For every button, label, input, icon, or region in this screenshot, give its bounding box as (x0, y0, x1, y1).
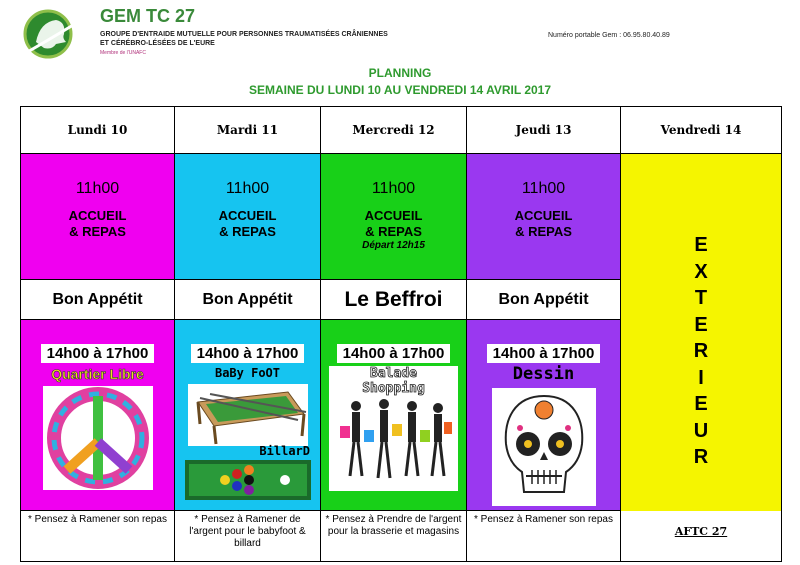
morning-activity: ACCUEIL & REPAS (218, 208, 277, 239)
note: * Pensez à Ramener son repas (21, 511, 174, 561)
lunch-label: Bon Appétit (52, 290, 143, 308)
lunch-block (21, 280, 174, 320)
billiard-image (185, 460, 311, 500)
lunch-block (467, 280, 620, 320)
departure-time: Départ 12h15 (362, 240, 425, 251)
org-description (100, 30, 460, 48)
activity-label: Dessin (512, 364, 575, 384)
afternoon-time: 14h00 à 17h00 (487, 344, 601, 363)
afternoon-block (467, 320, 620, 511)
morning-block (321, 154, 466, 280)
afternoon-time: 14h00 à 17h00 (337, 344, 451, 363)
afternoon-block (321, 320, 466, 511)
note (621, 511, 781, 561)
column-wednesday (321, 107, 467, 561)
skull-drawing-image (492, 388, 596, 506)
outside-label: E X T E R I E U R (693, 234, 709, 468)
column-friday (621, 107, 781, 561)
activity-label: BaBy FoOT (214, 366, 281, 380)
morning-time: 11h00 (75, 180, 120, 197)
day-header: Lundi 10 (21, 107, 174, 154)
morning-activity: ACCUEIL & REPAS (68, 208, 127, 239)
activity-label-2: BillarD (259, 444, 310, 458)
morning-block (467, 154, 620, 280)
phone-number: Numéro portable Gem : 06.95.80.40.89 (548, 32, 670, 39)
outside-block (621, 154, 781, 512)
babyfoot-image (188, 384, 308, 446)
afternoon-block (21, 320, 174, 511)
shoppers-icon (334, 396, 454, 482)
shopping-image (329, 366, 458, 491)
morning-block (175, 154, 320, 280)
day-header: Vendredi 14 (621, 107, 781, 154)
week-title: SEMAINE DU LUNDI 10 AU VENDREDI 14 AVRIL 2017 (248, 83, 552, 97)
column-tuesday (175, 107, 321, 561)
afternoon-time: 14h00 à 17h00 (41, 344, 155, 363)
activity-label-2: Shopping (362, 381, 425, 396)
planning-title: PLANNING (368, 66, 432, 80)
morning-time: 11h00 (521, 180, 566, 197)
lunch-block (321, 280, 466, 320)
note: * Pensez à Prendre de l'argent pour la brasserie et magasins (321, 511, 466, 561)
note: * Pensez à Ramener son repas (467, 511, 620, 561)
morning-activity: ACCUEIL & REPAS (514, 208, 573, 239)
lunch-label: Le Beffroi (344, 287, 443, 311)
day-header: Mardi 11 (175, 107, 320, 154)
column-monday (21, 107, 175, 561)
day-header: Mercredi 12 (321, 107, 466, 154)
org-desc-line1: GROUPE D'ENTRAIDE MUTUELLE POUR PERSONNES TRAUMATISÉES CRÂNIENNES (100, 31, 388, 38)
day-header: Jeudi 13 (467, 107, 620, 154)
lunch-label: Bon Appétit (498, 290, 589, 308)
activity-label: Quartier Libre (51, 366, 144, 382)
afternoon-block (175, 320, 320, 511)
org-name: GEM TC 27 (100, 6, 196, 26)
afternoon-time: 14h00 à 17h00 (191, 344, 305, 363)
column-thursday (467, 107, 621, 561)
morning-activity: ACCUEIL & REPAS (364, 208, 423, 239)
lunch-label: Bon Appétit (202, 290, 293, 308)
peace-sign-image (43, 386, 153, 490)
morning-time: 11h00 (371, 180, 416, 197)
morning-time: 11h00 (225, 180, 270, 197)
lunch-block (175, 280, 320, 320)
org-member: Membre de l'UNAFC (100, 50, 146, 56)
morning-block (21, 154, 174, 280)
org-desc-line2: ET CÉRÉBRO-LÉSÉES DE L'EURE (100, 40, 215, 47)
activity-label: Balade (370, 366, 417, 381)
note: * Pensez à Ramener de l'argent pour le babyfoot & billard (175, 511, 320, 561)
aftc-label: AFTC 27 (674, 525, 728, 538)
planning-grid (20, 106, 782, 562)
gem-logo (22, 8, 92, 60)
